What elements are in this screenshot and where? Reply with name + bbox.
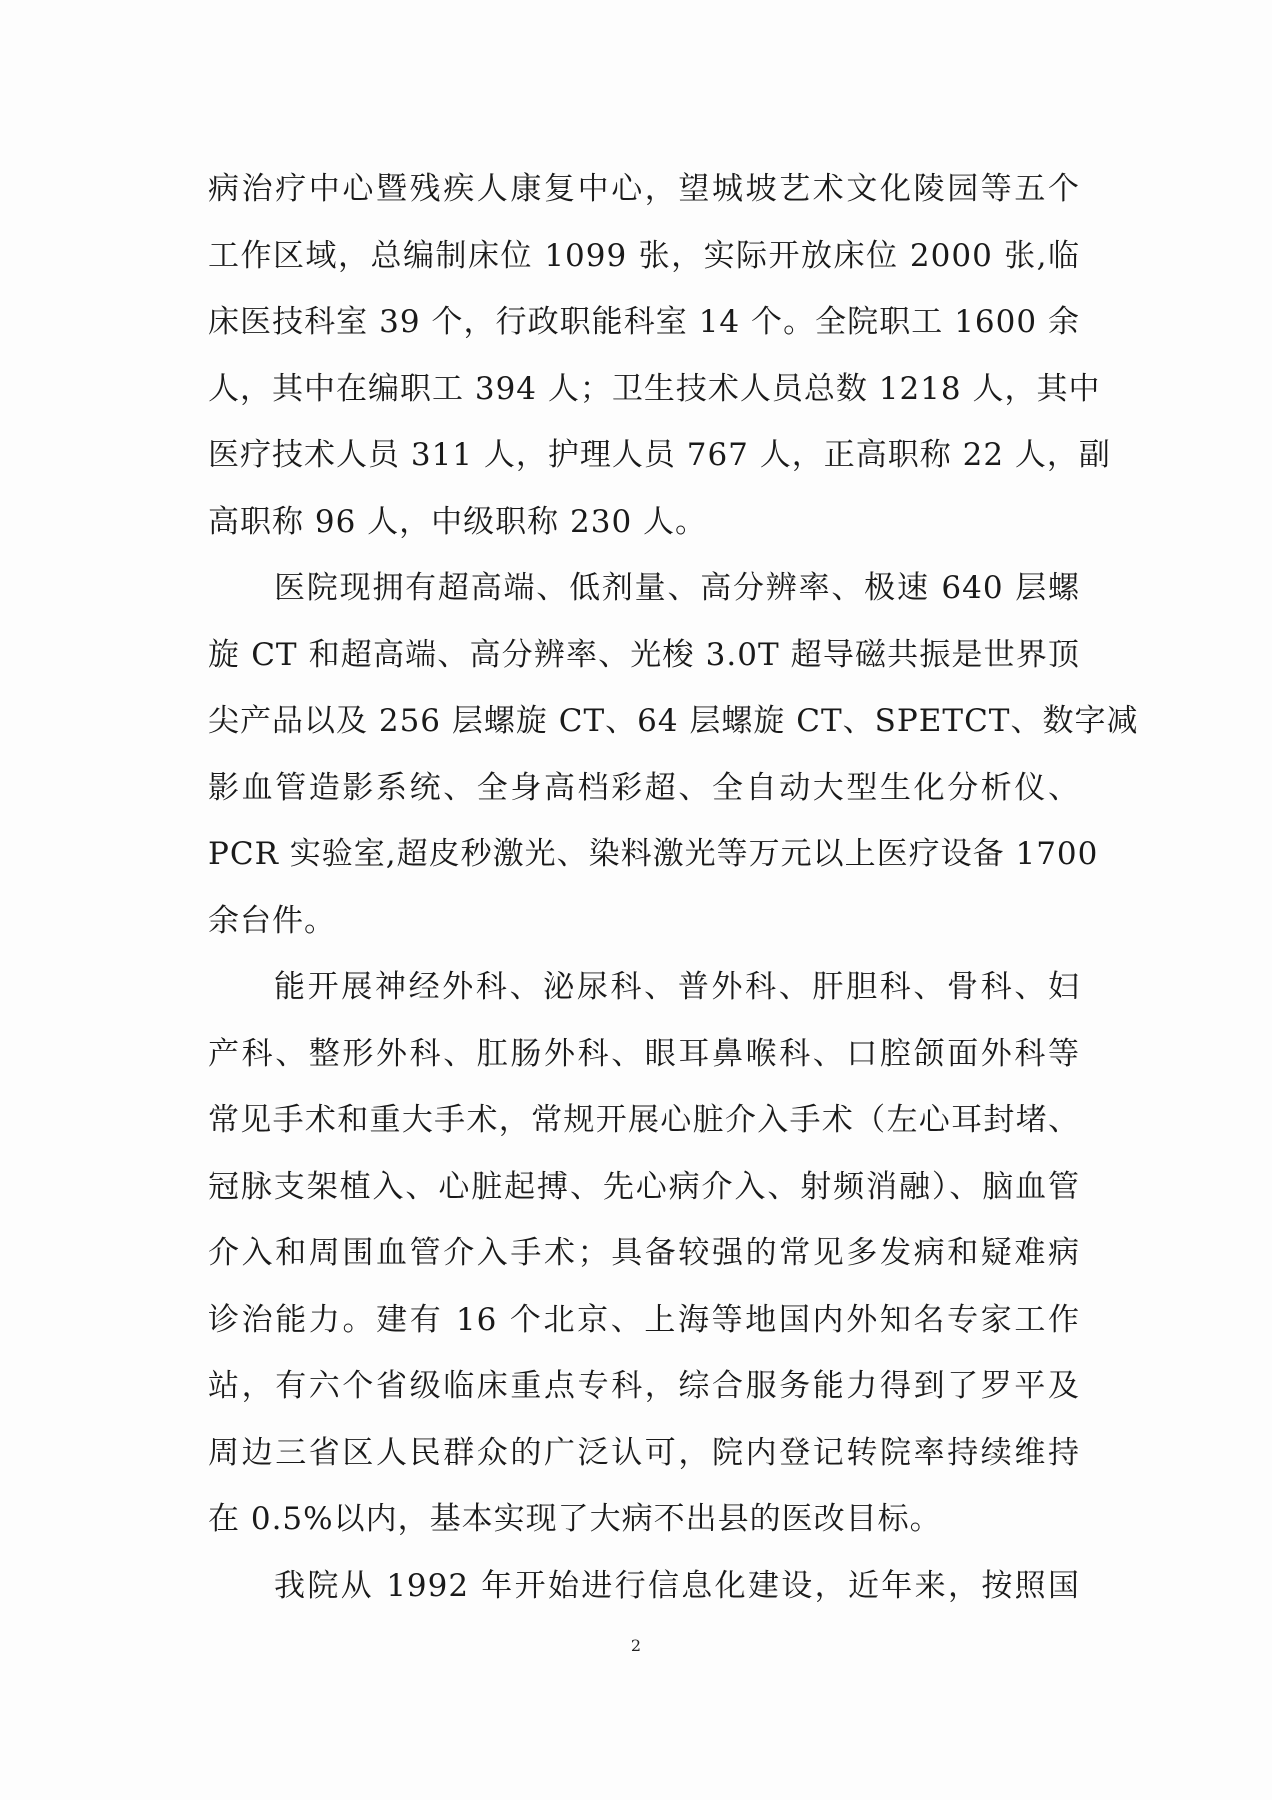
text-line: 旋 CT 和超高端、高分辨率、光梭 3.0T 超导磁共振是世界顶	[208, 636, 1080, 673]
text-line: 诊治能力。建有 16 个北京、上海等地国内外知名专家工作	[208, 1301, 1080, 1338]
text-line: 站，有六个省级临床重点专科，综合服务能力得到了罗平及	[208, 1368, 1080, 1404]
text-line: 尖产品以及 256 层螺旋 CT、64 层螺旋 CT、SPETCT、数字减	[208, 703, 1139, 739]
text-line: 在 0.5%以内，基本实现了大病不出县的医改目标。	[208, 1501, 942, 1537]
text-line: 我院从 1992 年开始进行信息化建设，近年来，按照国	[274, 1567, 1080, 1604]
page-number: 2	[630, 1636, 642, 1655]
text-line: 能开展神经外科、泌尿科、普外科、肝胆科、骨科、妇	[274, 969, 1080, 1005]
paragraph-surgery	[208, 954, 1080, 1553]
text-line: 产科、整形外科、肛肠外科、眼耳鼻喉科、口腔颌面外科等	[208, 1035, 1080, 1072]
text-line: 冠脉支架植入、心脏起搏、先心病介入、射频消融）、脑血管	[208, 1168, 1080, 1205]
text-line: 余台件。	[208, 902, 336, 939]
text-line: 医疗技术人员 311 人，护理人员 767 人，正高职称 22 人，副	[208, 437, 1111, 473]
text-line: 介入和周围血管介入手术；具备较强的常见多发病和疑难病	[208, 1235, 1080, 1271]
text-line: 医院现拥有超高端、低剂量、高分辨率、极速 640 层螺	[274, 570, 1080, 606]
text-line: 高职称 96 人，中级职称 230 人。	[208, 503, 708, 540]
text-line: 床医技科室 39 个，行政职能科室 14 个。全院职工 1600 余	[208, 304, 1080, 340]
paragraph-informatization	[208, 1553, 1080, 1620]
text-line: PCR 实验室,超皮秒激光、染料激光等万元以上医疗设备 1700	[208, 836, 1099, 872]
text-line: 病治疗中心暨残疾人康复中心，望城坡艺术文化陵园等五个	[208, 171, 1080, 207]
body-text	[208, 156, 1139, 1619]
text-line: 人，其中在编职工 394 人；卫生技术人员总数 1218 人，其中	[208, 370, 1101, 407]
text-line: 周边三省区人民群众的广泛认可，院内登记转院率持续维持	[208, 1434, 1080, 1471]
text-line: 影血管造影系统、全身高档彩超、全自动大型生化分析仪、	[208, 769, 1080, 806]
text-line: 工作区域，总编制床位 1099 张，实际开放床位 2000 张,临	[208, 237, 1080, 274]
paragraph-staff	[208, 156, 1111, 555]
paragraph-equipment	[208, 555, 1139, 954]
text-line: 常见手术和重大手术，常规开展心脏介入手术（左心耳封堵、	[208, 1102, 1080, 1138]
